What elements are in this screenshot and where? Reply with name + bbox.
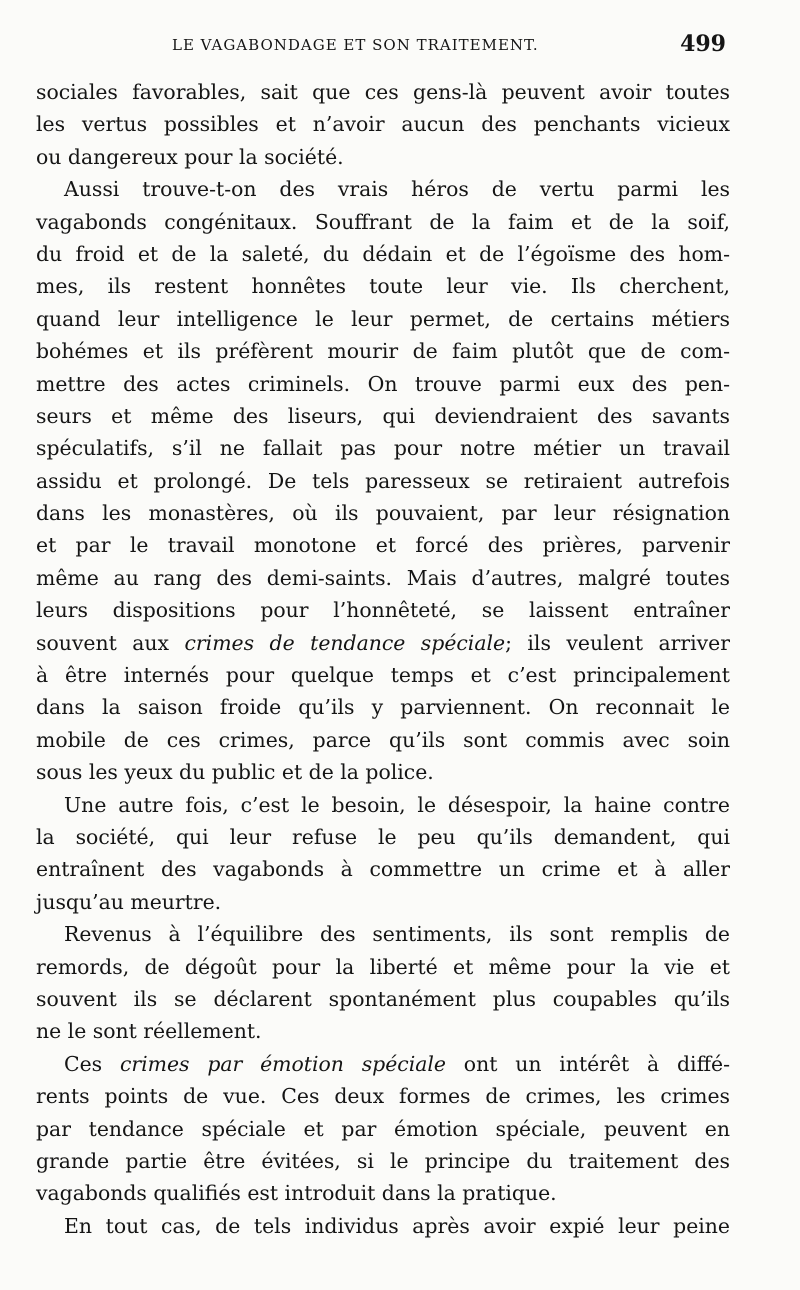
text-line: leurs dispositions pour l’honnêteté, se laissent entraîner (36, 598, 730, 623)
page-number: 499 (680, 31, 726, 57)
italic-phrase: crimes par émotion spéciale (119, 1051, 446, 1076)
text-line: du froid et de la saleté, du dédain et de l’égoïsme des hom- (36, 241, 730, 266)
text-line: vagabonds qualifiés est introduit dans la pratique. (36, 1181, 557, 1206)
text-line: jusqu’au meurtre. (36, 889, 222, 914)
text-line: mes, ils restent honnêtes toute leur vie. Ils cherchent, (36, 274, 730, 299)
text-line: sociales favorables, sait que ces gens-là peuvent avoir toutes (36, 80, 730, 104)
text-line: les vertus possibles et n’avoir aucun des penchants vicieux (36, 112, 730, 137)
text-line: spéculatifs, s’il ne fallait pas pour notre métier un travail (36, 436, 730, 461)
text-line: bohémes et ils préfèrent mourir de faim plutôt que de com- (36, 339, 730, 364)
text-line: entraînent des vagabonds à commettre un crime et à aller (36, 857, 730, 882)
text-line: quand leur intelligence le leur permet, de certains métiers (36, 306, 730, 331)
text-line: dans la saison froide qu’ils y parviennent. On reconnait le (36, 695, 730, 720)
text-line: remords, de dégoût pour la liberté et même pour la vie et (36, 954, 730, 979)
text-line: souvent aux crimes de tendance spéciale; ils veulent arriver (36, 630, 730, 655)
running-head (36, 30, 730, 62)
text-line: En tout cas, de tels individus après avoir expié leur peine (64, 1213, 730, 1238)
text-line: sous les yeux du public et de la police. (36, 760, 434, 785)
text-line: grande partie être évitées, si le principe du traitement des (36, 1148, 730, 1173)
text-line: Une autre fois, c’est le besoin, le désespoir, la haine contre (64, 792, 730, 817)
text-line: dans les monastères, où ils pouvaient, par leur résignation (36, 501, 730, 526)
text-line: même au rang des demi-saints. Mais d’autres, malgré toutes (36, 565, 730, 590)
running-title: LE VAGABONDAGE ET SON TRAITEMENT. (172, 36, 539, 54)
text-line: par tendance spéciale et par émotion spéciale, peuvent en (36, 1116, 730, 1141)
text-line: Aussi trouve-t-on des vrais héros de vertu parmi les (64, 177, 730, 202)
text-line: rents points de vue. Ces deux formes de crimes, les crimes (36, 1084, 730, 1109)
text-line: ne le sont réellement. (36, 1019, 262, 1044)
text-line: ou dangereux pour la société. (36, 144, 344, 169)
text-line: et par le travail monotone et forcé des prières, parvenir (36, 533, 730, 558)
text-line: vagabonds congénitaux. Souffrant de la faim et de la soif, (36, 209, 730, 234)
text-line: à être internés pour quelque temps et c’est principalement (36, 663, 730, 688)
text-line: mobile de ces crimes, parce qu’ils sont commis avec soin (36, 727, 730, 752)
body-text (36, 76, 730, 1242)
text-line: assidu et prolongé. De tels paresseux se retiraient autrefois (36, 468, 730, 493)
text-line: Revenus à l’équilibre des sentiments, ils sont remplis de (64, 922, 730, 947)
text-line: seurs et même des liseurs, qui deviendraient des savants (36, 403, 730, 428)
text-line: souvent ils se déclarent spontanément plus coupables qu’ils (36, 986, 730, 1011)
text-line: mettre des actes criminels. On trouve parmi eux des pen- (36, 371, 730, 396)
text-line: Ces crimes par émotion spéciale ont un intérêt à diffé- (64, 1051, 731, 1076)
italic-phrase: crimes de tendance spéciale (184, 630, 506, 655)
text-line: la société, qui leur refuse le peu qu’ils demandent, qui (36, 824, 730, 849)
